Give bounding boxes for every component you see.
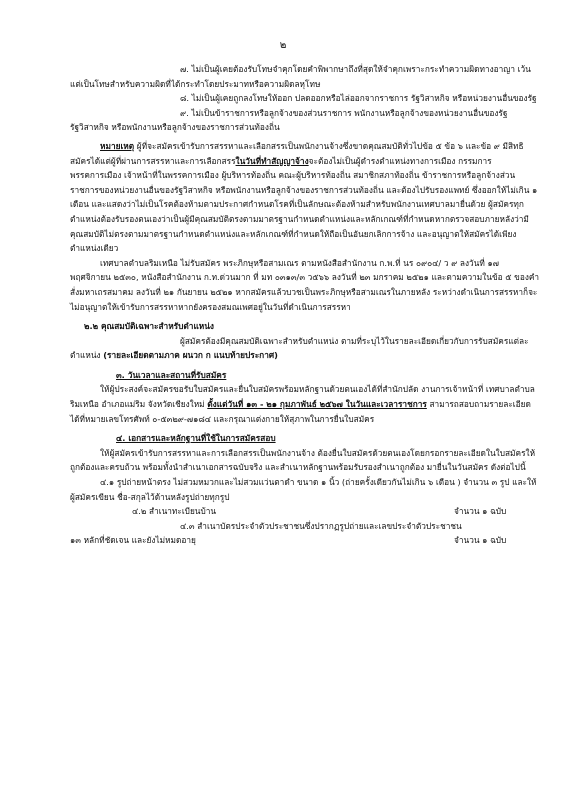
document-body — [70, 62, 540, 548]
section-2-2-heading: ๒.๒ คุณสมบัติเฉพาะสำหรับตำแหน่ง — [84, 321, 214, 332]
section-3-text — [70, 382, 540, 426]
document-4-3: ๔.๓ สำเนาบัตรประจำตัวประชาชนซึ่งปรากฏรูปถ่ายและเลขประจำตัวประชาชน — [180, 520, 462, 531]
note-text-a: ผู้ที่จะสมัครเข้ารับการสรรหาและเลือกสรรเป็นพนักงานจ้างซึ่งขาดคุณสมบัติทั่วไปข้อ ๕ ข้อ ๖ และข้อ ๙ มีสิทธิสมัครได้แต่ผู้ที่ผ่านการสรรหาและการเลือกสรร — [70, 140, 524, 166]
document-4-1: ๔.๑ รูปถ่ายหน้าตรง ไม่สวมหมวกและไม่สวมแว่นตาดำ ขนาด ๑ นิ้ว (ถ่ายครั้งเดียวกันไม่เกิน ๖ เดือน ) จำนวน ๓ รูป และให้ผู้สมัครเขียน ชื่อ-สกุลไว้ด้านหลังรูปถ่ายทุกรูป — [70, 477, 537, 502]
item-7: ๗. ไม่เป็นผู้เคยต้องรับโทษจำคุกโดยคำพิพากษาถึงที่สุดให้จำคุกเพราะกระทำความผิดทางอาญา เว้นแต่เป็นโทษสำหรับความผิดที่ได้กระทำโดยประมาทหรือความผิดลหุโทษ — [70, 64, 531, 89]
section-2-2-text — [70, 334, 540, 363]
section-3-text-bold: ตั้งแต่วันที่ ๑๓ - ๒๑ กุมภาพันธ์ ๒๕๖๗ ในวันและเวลาราชการ — [207, 399, 427, 410]
section-3-text-a: ให้ผู้ประสงค์จะสมัครขอรับใบสมัครและยื่นใบสมัครพร้อมหลักฐานด้วยตนเองได้ที่สำนักปลัด งานการเจ้าหน้าที่ เทศบาลตำบลริมเหนือ อำเภอแม่ริม จังหวัดเชียงใหม่ — [70, 384, 535, 410]
note-text-bold: ในวันที่ทำสัญญาจ้าง — [235, 155, 309, 166]
section-3-heading: ๓. วันเวลาและสถานที่รับสมัคร — [116, 369, 227, 380]
note-text-b: จะต้องไม่เป็นผู้ดำรงตำแหน่งทางการเมือง กรรมการพรรคการเมือง เจ้าหน้าที่ในพรรคการเมือง ผู้บริหารท้องถิ่น คณะผู้บริหารท้องถิ่น สมาชิกสภาท้องถิ่น ข้าราชการหรือลูกจ้างส่วนราชการของหน่วยงานอื่นของรัฐวิสาหกิจ หรือพนักงานหรือลูกจ้างของราชการส่วนท้องถิ่น และต้องไปรับรองแพทย์ ซึ่งออกให้ไม่เกิน ๑ เดือน และแสดงว่าไม่เป็นโรคต้องห้ามตามประกาศกำหนดโรคที่เป็นลักษณะต้องห้ามสำหรับพนักงานเทศบาลมายื่นด้วย ผู้สมัครทุกตำแหน่งต้องรับรองตนเองว่าเป็นผู้มีคุณสมบัติตรงตามมาตรฐานกำหนดตำแหน่งและหลักเกณฑ์ที่กำหนดหากตรวจสอบภายหลังว่ามีคุณสมบัติไม่ตรงตามมาตรฐานกำหนดตำแหน่งและหลักเกณฑ์ที่กำหนดให้ถือเป็นอันยกเลิกการจ้าง และอนุญาตให้สมัครได้เพียงตำแหน่งเดียว — [70, 155, 538, 254]
document-4-2-row — [70, 504, 540, 519]
note-paragraph — [70, 139, 540, 256]
section-4-heading: ๔. เอกสารและหลักฐานที่ใช้ในการสมัครสอบ — [116, 433, 276, 444]
document-4-2: ๔.๒ สำเนาทะเบียนบ้าน — [132, 506, 217, 517]
section-2-2-text-a: ผู้สมัครต้องมีคุณสมบัติเฉพาะสำหรับตำแหน่ง ตามที่ระบุไว้ในรายละเอียดเกี่ยวกับการรับสมัครแต่ละตำแหน่ง — [70, 335, 529, 361]
document-4-3-count: จำนวน ๑ ฉบับ — [454, 535, 507, 546]
document-4-3-cont: ๑๓ หลักที่ชัดเจน และยังไม่หมดอายุ — [70, 535, 196, 546]
item-8: ๘. ไม่เป็นผู้เคยถูกลงโทษให้ออก ปลดออกหรือไล่ออกจากราชการ รัฐวิสาหกิจ หรือหน่วยงานอื่นของรัฐ — [180, 93, 537, 104]
section-2-2-text-bold: (รายละเอียดตามภาค ผนวก ก แนบท้ายประกาศ) — [103, 350, 278, 361]
page-number: ๒ — [279, 40, 287, 51]
item-9: ๙. ไม่เป็นข้าราชการหรือลูกจ้างของส่วนราชการ พนักงานหรือลูกจ้างของหน่วยงานอื่นของรัฐ รัฐวิสาหกิจ หรือพนักงานหรือลูกจ้างของราชการส่วนท้องถิ่น — [70, 107, 508, 133]
section-4-text: ให้ผู้สมัครเข้ารับการสรรหาและการเลือกสรรเป็นพนักงานจ้าง ต้องยื่นใบสมัครด้วยตนเองโดยกรอกรายละเอียดในใบสมัครให้ถูกต้องและครบถ้วน พร้อมทั้งนำสำเนาเอกสารฉบับจริง และสำเนาหลักฐานพร้อมรับรองสำเนาถูกต้อง มายื่นในวันสมัคร ดังต่อไปนี้ — [70, 447, 536, 473]
note-paragraph-2: เทศบาลตำบลริมเหนือ ไม่รับสมัคร พระภิกษุหรือสามเณร ตามหนังสือสำนักงาน ก.พ.ที่ นร ๐๙๐๔/ ว ๙ ลงวันที่ ๑๗ พฤศจิกายน ๒๕๓๐, หนังสือสำนักงาน ก.ท.ด่วนมาก ที่ มท ๐๓๑๓/๓ ว๕๖๖ ลงวันที่ ๒๓ มกราคม ๒๕๒๑ และตามความในข้อ ๕ ของคำสั่งมหาเถรสมาคม ลงวันที่ ๒๑ กันยายน ๒๕๒๑ หากสมัครแล้วบวชเป็นพระภิกษุหรือสามเณรในภายหลัง ระหว่างดำเนินการสรรหาก็จะไม่อนุญาตให้เข้ารับการสรรหาหากยังครองสมณเพศอยู่ในวันที่ดำเนินการสรรหา — [70, 257, 540, 312]
document-4-2-count: จำนวน ๑ ฉบับ — [454, 506, 507, 517]
section-3-text-b: สามารถสอบถามรายละเอียดได้ที่หมายเลขโทรศัพท์ ๐-๕๓๒๙-๗๑๘๔ และกรุณาแต่งกายให้สุภาพในการยื่นใบสมัคร — [70, 399, 531, 424]
note-label: หมายเหตุ — [100, 140, 135, 151]
document-4-3-row — [70, 533, 540, 548]
